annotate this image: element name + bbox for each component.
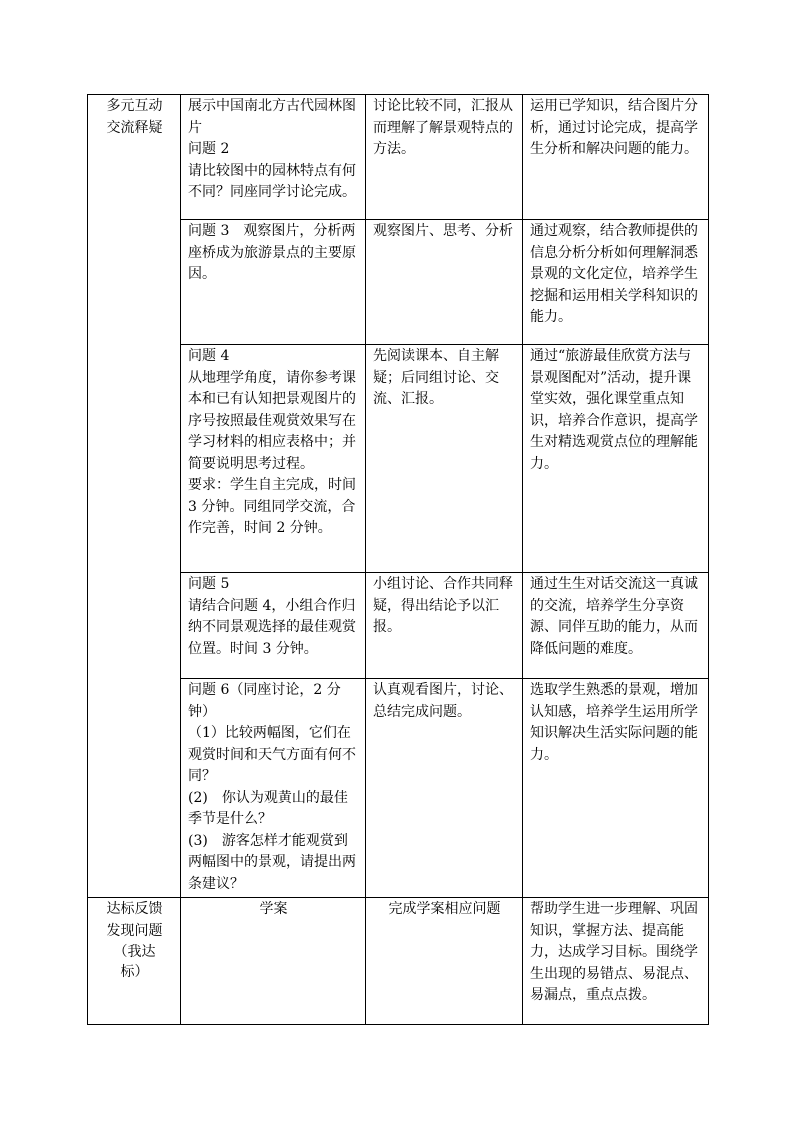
student-activity-cell: 小组讨论、合作共同释疑，得出结论予以汇报。 bbox=[366, 573, 523, 679]
table-row bbox=[88, 898, 709, 1025]
content-line: 从地理学角度，请你参考课本和已有认知把景观图片的序号按照最佳观赏效果写在学习材料的相应表格中；并简要说明思考过程。 bbox=[188, 369, 356, 472]
table-row bbox=[88, 95, 709, 220]
content-line: 问题 4 bbox=[188, 348, 230, 364]
content-line: 要求：学生自主完成，时间 3 分钟。同组同学交流，合作完善，时间 2 分钟。 bbox=[188, 477, 356, 536]
design-intent-cell: 通过生生对话交流这一真诚的交流，培养学生分享资源、同伴互助的能力，从而降低问题的难度。 bbox=[523, 573, 709, 679]
design-intent-cell: 帮助学生进一步理解、巩固知识，掌握方法、提高能力，达成学习目标。围绕学生出现的易错点、易混点、易漏点，重点点拨。 bbox=[523, 898, 709, 1025]
stage-label-line: （我达 bbox=[113, 944, 156, 960]
content-cell bbox=[181, 679, 366, 898]
student-activity-cell: 讨论比较不同，汇报从而理解了解景观特点的方法。 bbox=[366, 95, 523, 220]
student-activity-cell: 观察图片、思考、分析 bbox=[366, 220, 523, 345]
stage-cell-feedback bbox=[88, 898, 181, 1025]
stage-label-line: 标） bbox=[120, 964, 149, 980]
table-row bbox=[88, 679, 709, 898]
table-row bbox=[88, 345, 709, 573]
stage-label-line: 发现问题 bbox=[106, 922, 163, 939]
design-intent-cell: 运用已学知识，结合图片分析，通过讨论完成，提高学生分析和解决问题的能力。 bbox=[523, 95, 709, 220]
content-line: 请结合问题 4，小组合作归纳不同景观选择的最佳观赏位置。时间 3 分钟。 bbox=[188, 597, 356, 657]
content-cell: 学案 bbox=[181, 898, 366, 1025]
table-row bbox=[88, 573, 709, 679]
content-line: 问题 5 bbox=[188, 576, 230, 592]
content-line: 问题 2 bbox=[188, 141, 230, 157]
table-row bbox=[88, 220, 709, 345]
student-activity-cell: 认真观看图片，讨论、总结完成问题。 bbox=[366, 679, 523, 898]
lesson-plan-table bbox=[87, 94, 709, 1025]
design-intent-cell: 选取学生熟悉的景观，增加认知感，培养学生运用所学知识解决生活实际问题的能力。 bbox=[523, 679, 709, 898]
stage-cell-interaction bbox=[88, 95, 181, 898]
content-line: （1）比较两幅图，它们在观赏时间和天气方面有何不同？ bbox=[188, 725, 356, 784]
content-cell bbox=[181, 345, 366, 573]
content-cell bbox=[181, 95, 366, 220]
content-line: 展示中国南北方古代园林图片 bbox=[188, 98, 356, 136]
design-intent-cell: 通过“旅游最佳欣赏方法与景观图配对”活动，提升课堂实效，强化课堂重点知识，培养合作意识，提高学生对精选观赏点位的理解能力。 bbox=[523, 345, 709, 573]
student-activity-cell: 完成学案相应问题 bbox=[366, 898, 523, 1025]
content-cell bbox=[181, 220, 366, 345]
student-activity-cell: 先阅读课本、自主解疑；后同组讨论、交流、汇报。 bbox=[366, 345, 523, 573]
design-intent-cell: 通过观察，结合教师提供的信息分析分析如何理解洞悉景观的文化定位，培养学生挖掘和运用相关学科知识的能力。 bbox=[523, 220, 709, 345]
stage-label-line: 交流释疑 bbox=[106, 119, 163, 136]
content-line: 请比较图中的园林特点有何不同？同座同学讨论完成。 bbox=[188, 162, 356, 200]
content-line: 问题 3 观察图片，分析两座桥成为旅游景点的主要原因。 bbox=[188, 223, 356, 282]
content-line: (3) 游客怎样才能观赏到两幅图中的景观，请提出两条建议？ bbox=[188, 832, 356, 892]
stage-label-line: 达标反馈 bbox=[106, 901, 163, 917]
content-line: 问题 6（同座讨论，2 分钟） bbox=[188, 682, 341, 720]
content-line: (2) 你认为观黄山的最佳季节是什么？ bbox=[188, 789, 348, 827]
content-cell bbox=[181, 573, 366, 679]
stage-label-line: 多元互动 bbox=[106, 98, 163, 114]
